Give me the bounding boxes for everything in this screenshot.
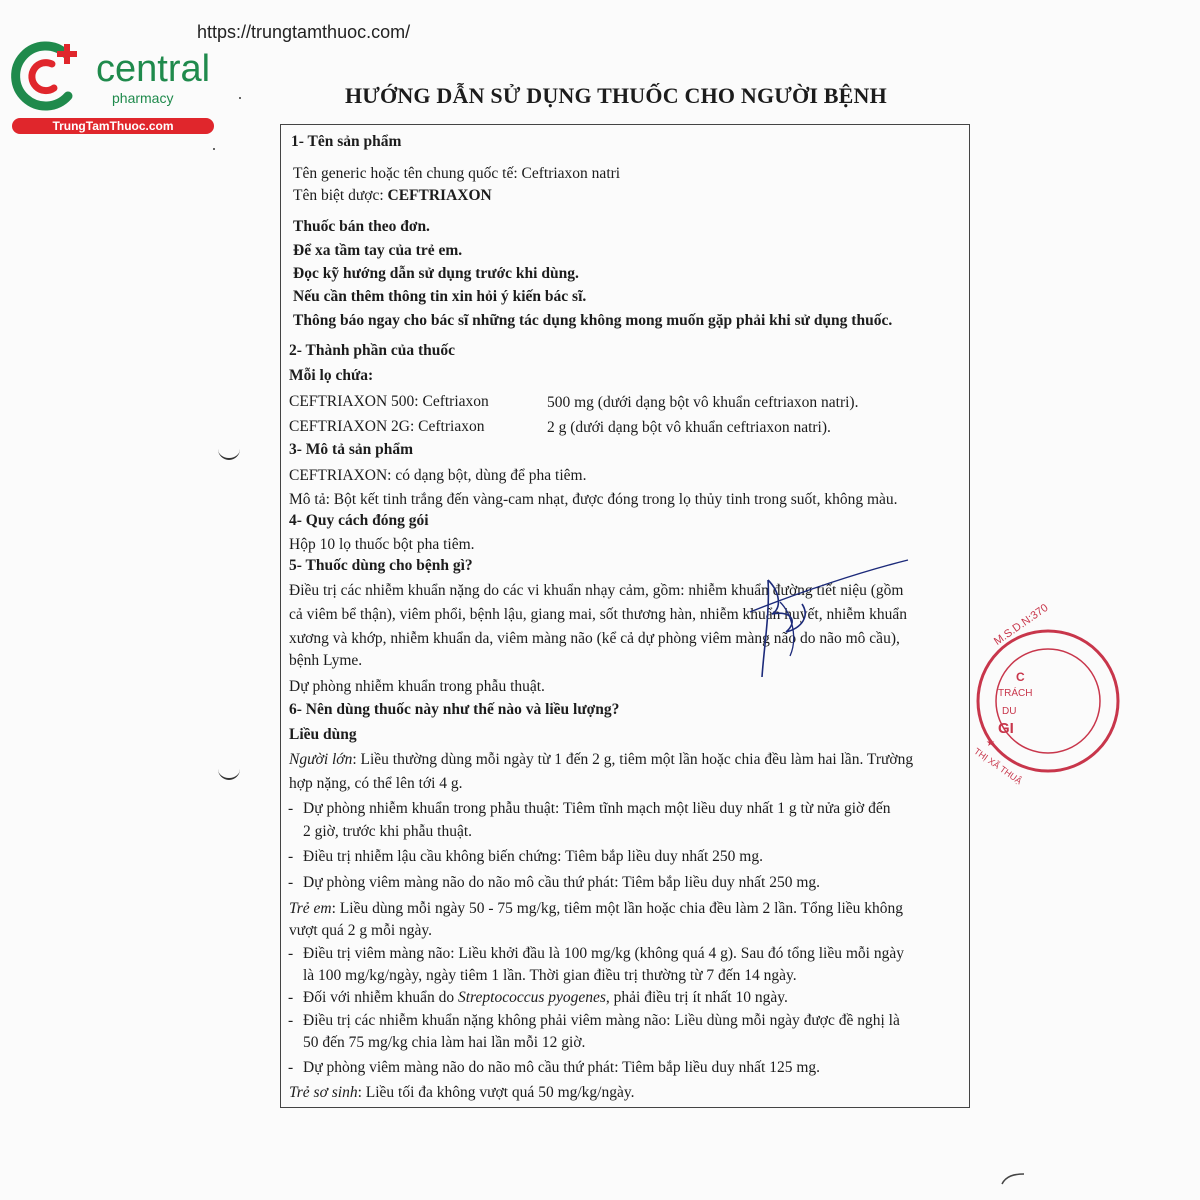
stamp-line-2: TRÁCH [998, 688, 1033, 699]
s6-child-text: : Liều dùng mỗi ngày 50 - 75 mg/kg, tiêm một lần hoặc chia đều làm 2 lần. Tổng liều không [331, 900, 904, 917]
s6-neonate-line [289, 1084, 634, 1102]
s6-heading: 6- Nên dùng thuốc này như thế nào và liều lượng? [289, 701, 620, 718]
scan-speck [213, 148, 215, 150]
s6-c1-line-2: là 100 mg/kg/ngày, ngày tiêm 1 lần. Thời gian điều trị thường từ 7 đến 14 ngày. [303, 967, 797, 984]
pen-mark-icon [1000, 1168, 1030, 1188]
s6-c1-line-1: Điều trị viêm màng não: Liều khởi đầu là 100 mg/kg (không quá 4 g). Sau đó tổng liều mỗi ngày [303, 945, 904, 962]
bullet: - [288, 989, 294, 1006]
s5-line-1: Điều trị các nhiễm khuẩn nặng do các vi khuẩn nhạy cảm, gồm: nhiễm khuẩn đường tiết niệu (gồm [289, 582, 904, 599]
stamp-ring-text: M.S.D.N:370 [992, 601, 1051, 648]
logo-brand: central [96, 48, 211, 90]
s1-brand-label: Tên biệt dược: [293, 187, 388, 204]
s5-line-4: bệnh Lyme. [289, 652, 363, 669]
s1-warning-2: Để xa tầm tay của trẻ em. [293, 242, 463, 259]
s2-row1-name: CEFTRIAXON 500: Ceftriaxon [289, 393, 489, 410]
s6-c2-post: , phải điều trị ít nhất 10 ngày. [605, 989, 788, 1006]
s6-adult-line-1 [289, 751, 913, 769]
bullet: - [288, 1059, 294, 1076]
signature-icon [740, 552, 920, 692]
s6-c3-line-2: 50 đến 75 mg/kg chia làm hai lần mỗi 12 giờ. [303, 1034, 586, 1051]
s6-a1-line-2: 2 giờ, trước khi phẫu thuật. [303, 823, 473, 840]
bullet: - [288, 945, 294, 962]
s6-c2-organism: Streptococcus pyogenes [458, 989, 606, 1006]
s6-c2 [303, 989, 788, 1007]
s4-line-1: Hộp 10 lọ thuốc bột pha tiêm. [289, 536, 475, 553]
stamp-bottom-text: THỊ XÃ THUẬ [972, 746, 1024, 787]
s1-warning-3: Đọc kỹ hướng dẫn sử dụng trước khi dùng. [293, 265, 579, 282]
s1-warning-5: Thông báo ngay cho bác sĩ những tác dụng không mong muốn gặp phải khi sử dụng thuốc. [293, 312, 893, 329]
s2-row2-value: 2 g (dưới dạng bột vô khuẩn ceftriaxon natri). [547, 419, 831, 436]
s6-child-line-2: vượt quá 2 g mỗi ngày. [289, 922, 433, 939]
bullet: - [288, 800, 294, 817]
s2-sub: Mỗi lọ chứa: [289, 367, 374, 384]
s1-brand-value: CEFTRIAXON [387, 187, 492, 204]
s6-child-label: Trẻ em [289, 900, 332, 917]
s5-line-5: Dự phòng nhiễm khuẩn trong phẫu thuật. [289, 678, 545, 695]
s6-neonate-text: : Liều tối đa không vượt quá 50 mg/kg/ngày. [357, 1084, 635, 1101]
s1-warning-1: Thuốc bán theo đơn. [293, 218, 430, 235]
s4-heading: 4- Quy cách đóng gói [289, 512, 429, 529]
punch-hole-mark [218, 766, 240, 780]
company-stamp [972, 601, 1092, 787]
s5-line-3: xương và khớp, nhiễm khuẩn da, viêm màng não (kể cả dự phòng viêm màng não do não mô cầu), [289, 630, 900, 647]
punch-hole-mark [218, 446, 240, 460]
bullet: - [288, 848, 294, 865]
s2-heading: 2- Thành phần của thuốc [289, 342, 455, 359]
scan-speck [239, 97, 241, 99]
stamp-ring-icon [972, 628, 1192, 778]
s6-neonate-label: Trẻ sơ sinh [289, 1084, 358, 1101]
logo-subtitle: pharmacy [112, 90, 174, 106]
s5-line-2: cả viêm bể thận), viêm phổi, bệnh lậu, giang mai, sốt thương hàn, nhiễm khuẩn huyết, nhiễm khuẩn [289, 606, 907, 623]
s3-line-2: Mô tả: Bột kết tinh trắng đến vàng-cam nhạt, được đóng trong lọ thủy tinh trong suốt, không màu. [289, 491, 898, 508]
s2-row1-value: 500 mg (dưới dạng bột vô khuẩn ceftriaxon natri). [547, 394, 859, 411]
s6-c4: Dự phòng viêm màng não do não mô cầu thứ phát: Tiêm bắp liều duy nhất 125 mg. [303, 1059, 821, 1076]
s1-warning-4: Nếu cần thêm thông tin xin hỏi ý kiến bác sĩ. [293, 288, 587, 305]
s6-adult-text: : Liều thường dùng mỗi ngày từ 1 đến 2 g, tiêm một lần hoặc chia đều làm hai lần. Trường [352, 751, 914, 768]
central-pharmacy-logo [8, 36, 218, 136]
s1-heading: 1- Tên sản phẩm [291, 133, 402, 150]
svg-text:★: ★ [986, 738, 995, 749]
logo-mark-icon [8, 36, 92, 116]
stamp-line-3: DU [1002, 706, 1017, 717]
stamp-line-4: GI [998, 720, 1014, 737]
source-url: https://trungtamthuoc.com/ [197, 22, 411, 42]
s6-a2: Điều trị nhiễm lậu cầu không biến chứng: Tiêm bắp liều duy nhất 250 mg. [303, 848, 763, 865]
s1-generic: Tên generic hoặc tên chung quốc tế: Ceftriaxon natri [293, 165, 621, 182]
bullet: - [288, 874, 294, 891]
s6-a3: Dự phòng viêm màng não do não mô cầu thứ phát: Tiêm bắp liều duy nhất 250 mg. [303, 874, 821, 891]
stamp-line-1: C [1016, 670, 1025, 684]
s6-c2-pre: Đối với nhiễm khuẩn do [303, 989, 458, 1006]
s6-a1-line-1: Dự phòng nhiễm khuẩn trong phẫu thuật: Tiêm tĩnh mạch một liều duy nhất 1 g từ nửa giờ đến [303, 800, 891, 817]
s6-child-line-1 [289, 900, 903, 918]
s3-heading: 3- Mô tả sản phẩm [289, 441, 414, 458]
bullet: - [288, 1012, 294, 1029]
page-title: HƯỚNG DẪN SỬ DỤNG THUỐC CHO NGƯỜI BỆNH [345, 83, 887, 108]
s5-heading: 5- Thuốc dùng cho bệnh gì? [289, 557, 473, 574]
s6-adult-line-2: hợp nặng, có thể lên tới 4 g. [289, 775, 463, 792]
s6-sub: Liều dùng [289, 726, 357, 743]
logo-site: TrungTamThuoc.com [12, 118, 214, 134]
s2-row2-name: CEFTRIAXON 2G: Ceftriaxon [289, 418, 485, 435]
s3-line-1: CEFTRIAXON: có dạng bột, dùng để pha tiêm. [289, 467, 587, 484]
s6-adult-label: Người lớn [289, 751, 353, 768]
s1-brand-line [293, 187, 492, 205]
s6-c3-line-1: Điều trị các nhiễm khuẩn nặng không phải viêm màng não: Liều dùng mỗi ngày được đề nghị là [303, 1012, 900, 1029]
